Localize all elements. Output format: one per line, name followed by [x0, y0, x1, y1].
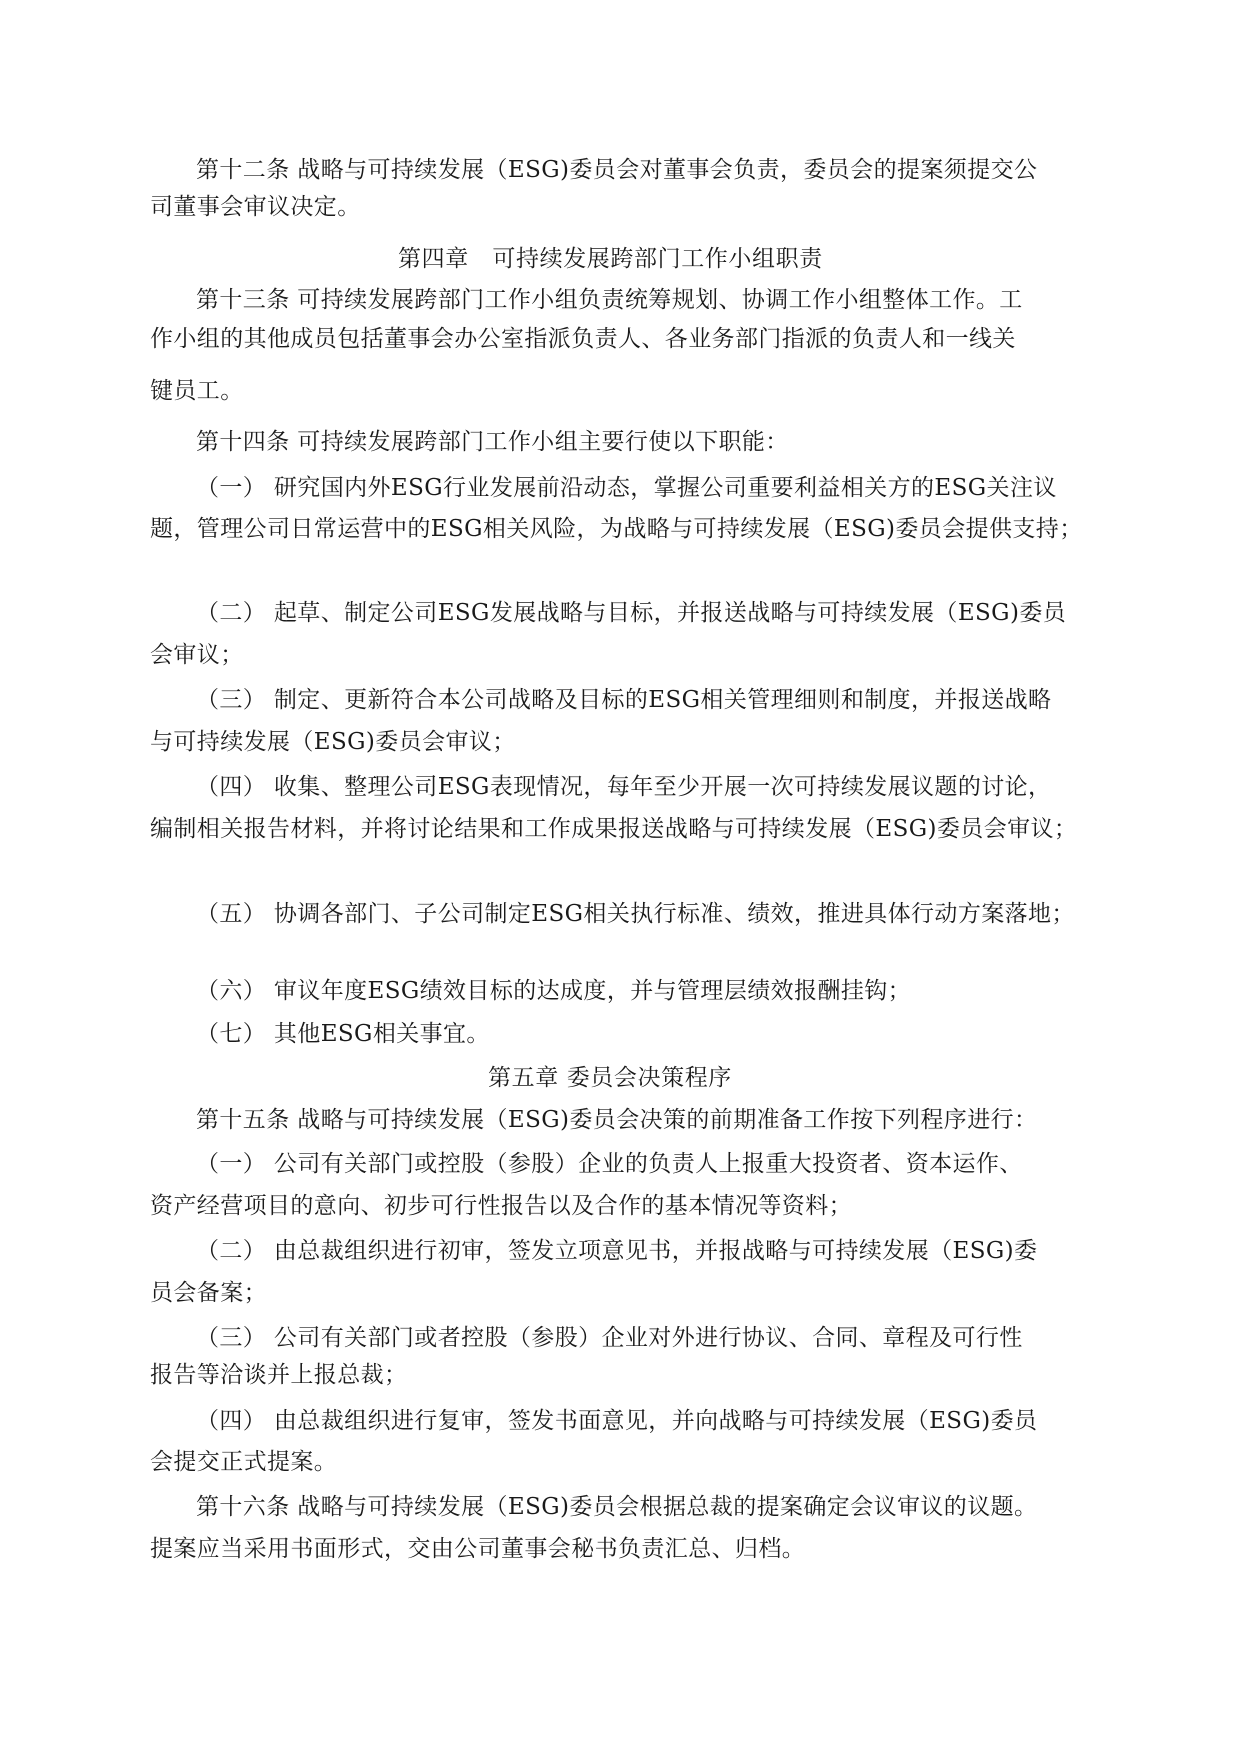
article14-item1-line1: （一） 研究国内外ESG行业发展前沿动态，掌握公司重要利益相关方的ESG关注议: [196, 475, 1057, 501]
article12-line2: 司董事会审议决定。: [150, 194, 361, 220]
article12-line1: 第十二条 战略与可持续发展（ESG)委员会对董事会负责，委员会的提案须提交公: [196, 157, 1038, 183]
article14-item6: （六） 审议年度ESG绩效目标的达成度，并与管理层绩效报酬挂钩；: [196, 978, 912, 1004]
article15-item1-line2: 资产经营项目的意向、初步可行性报告以及合作的基本情况等资料；: [150, 1193, 852, 1219]
article15-item4-line1: （四） 由总裁组织进行复审，签发书面意见，并向战略与可持续发展（ESG)委员: [196, 1408, 1038, 1434]
article14-item4-line2: 编制相关报告材料，并将讨论结果和工作成果报送战略与可持续发展（ESG)委员会审议；: [150, 816, 1078, 842]
article14-item3-line1: （三） 制定、更新符合本公司战略及目标的ESG相关管理细则和制度，并报送战略: [196, 687, 1052, 713]
article14-item3-line2: 与可持续发展（ESG)委员会审议；: [150, 729, 516, 755]
article15-item1-line1: （一） 公司有关部门或控股（参股）企业的负责人上报重大投资者、资本运作、: [196, 1151, 1023, 1177]
article15-intro: 第十五条 战略与可持续发展（ESG)委员会决策的前期准备工作按下列程序进行：: [196, 1107, 1038, 1133]
article15-item4-line2: 会提交正式提案。: [150, 1449, 338, 1475]
article16-line1: 第十六条 战略与可持续发展（ESG)委员会根据总裁的提案确定会议审议的议题。: [196, 1494, 1038, 1520]
article14-item2-line1: （二） 起草、制定公司ESG发展战略与目标，并报送战略与可持续发展（ESG)委员: [196, 600, 1067, 626]
article15-item2-line2: 员会备案；: [150, 1280, 267, 1306]
article13-line1: 第十三条 可持续发展跨部门工作小组负责统筹规划、协调工作小组整体工作。工: [196, 287, 1023, 313]
chapter5-title: 第五章 委员会决策程序: [488, 1065, 732, 1091]
article14-intro: 第十四条 可持续发展跨部门工作小组主要行使以下职能：: [196, 429, 789, 455]
article14-item2-line2: 会审议；: [150, 642, 244, 668]
article13-line3: 键员工。: [150, 378, 244, 404]
article15-item3-line2: 报告等洽谈并上报总裁；: [150, 1362, 408, 1388]
article14-item1-line2: 题，管理公司日常运营中的ESG相关风险，为战略与可持续发展（ESG)委员会提供支持；: [150, 516, 1083, 542]
article14-item7: （七） 其他ESG相关事宜。: [196, 1021, 490, 1047]
article13-line2: 作小组的其他成员包括董事会办公室指派负责人、各业务部门指派的负责人和一线关: [150, 326, 1016, 352]
article15-item3-line1: （三） 公司有关部门或者控股（参股）企业对外进行协议、合同、章程及可行性: [196, 1325, 1023, 1351]
chapter4-title: 第四章 可持续发展跨部门工作小组职责: [398, 246, 823, 272]
article16-line2: 提案应当采用书面形式，交由公司董事会秘书负责汇总、归档。: [150, 1536, 806, 1562]
article14-item5: （五） 协调各部门、子公司制定ESG相关执行标准、绩效，推进具体行动方案落地；: [196, 901, 1075, 927]
article15-item2-line1: （二） 由总裁组织进行初审，签发立项意见书，并报战略与可持续发展（ESG)委: [196, 1238, 1038, 1264]
article14-item4-line1: （四） 收集、整理公司ESG表现情况，每年至少开展一次可持续发展议题的讨论，: [196, 774, 1052, 800]
